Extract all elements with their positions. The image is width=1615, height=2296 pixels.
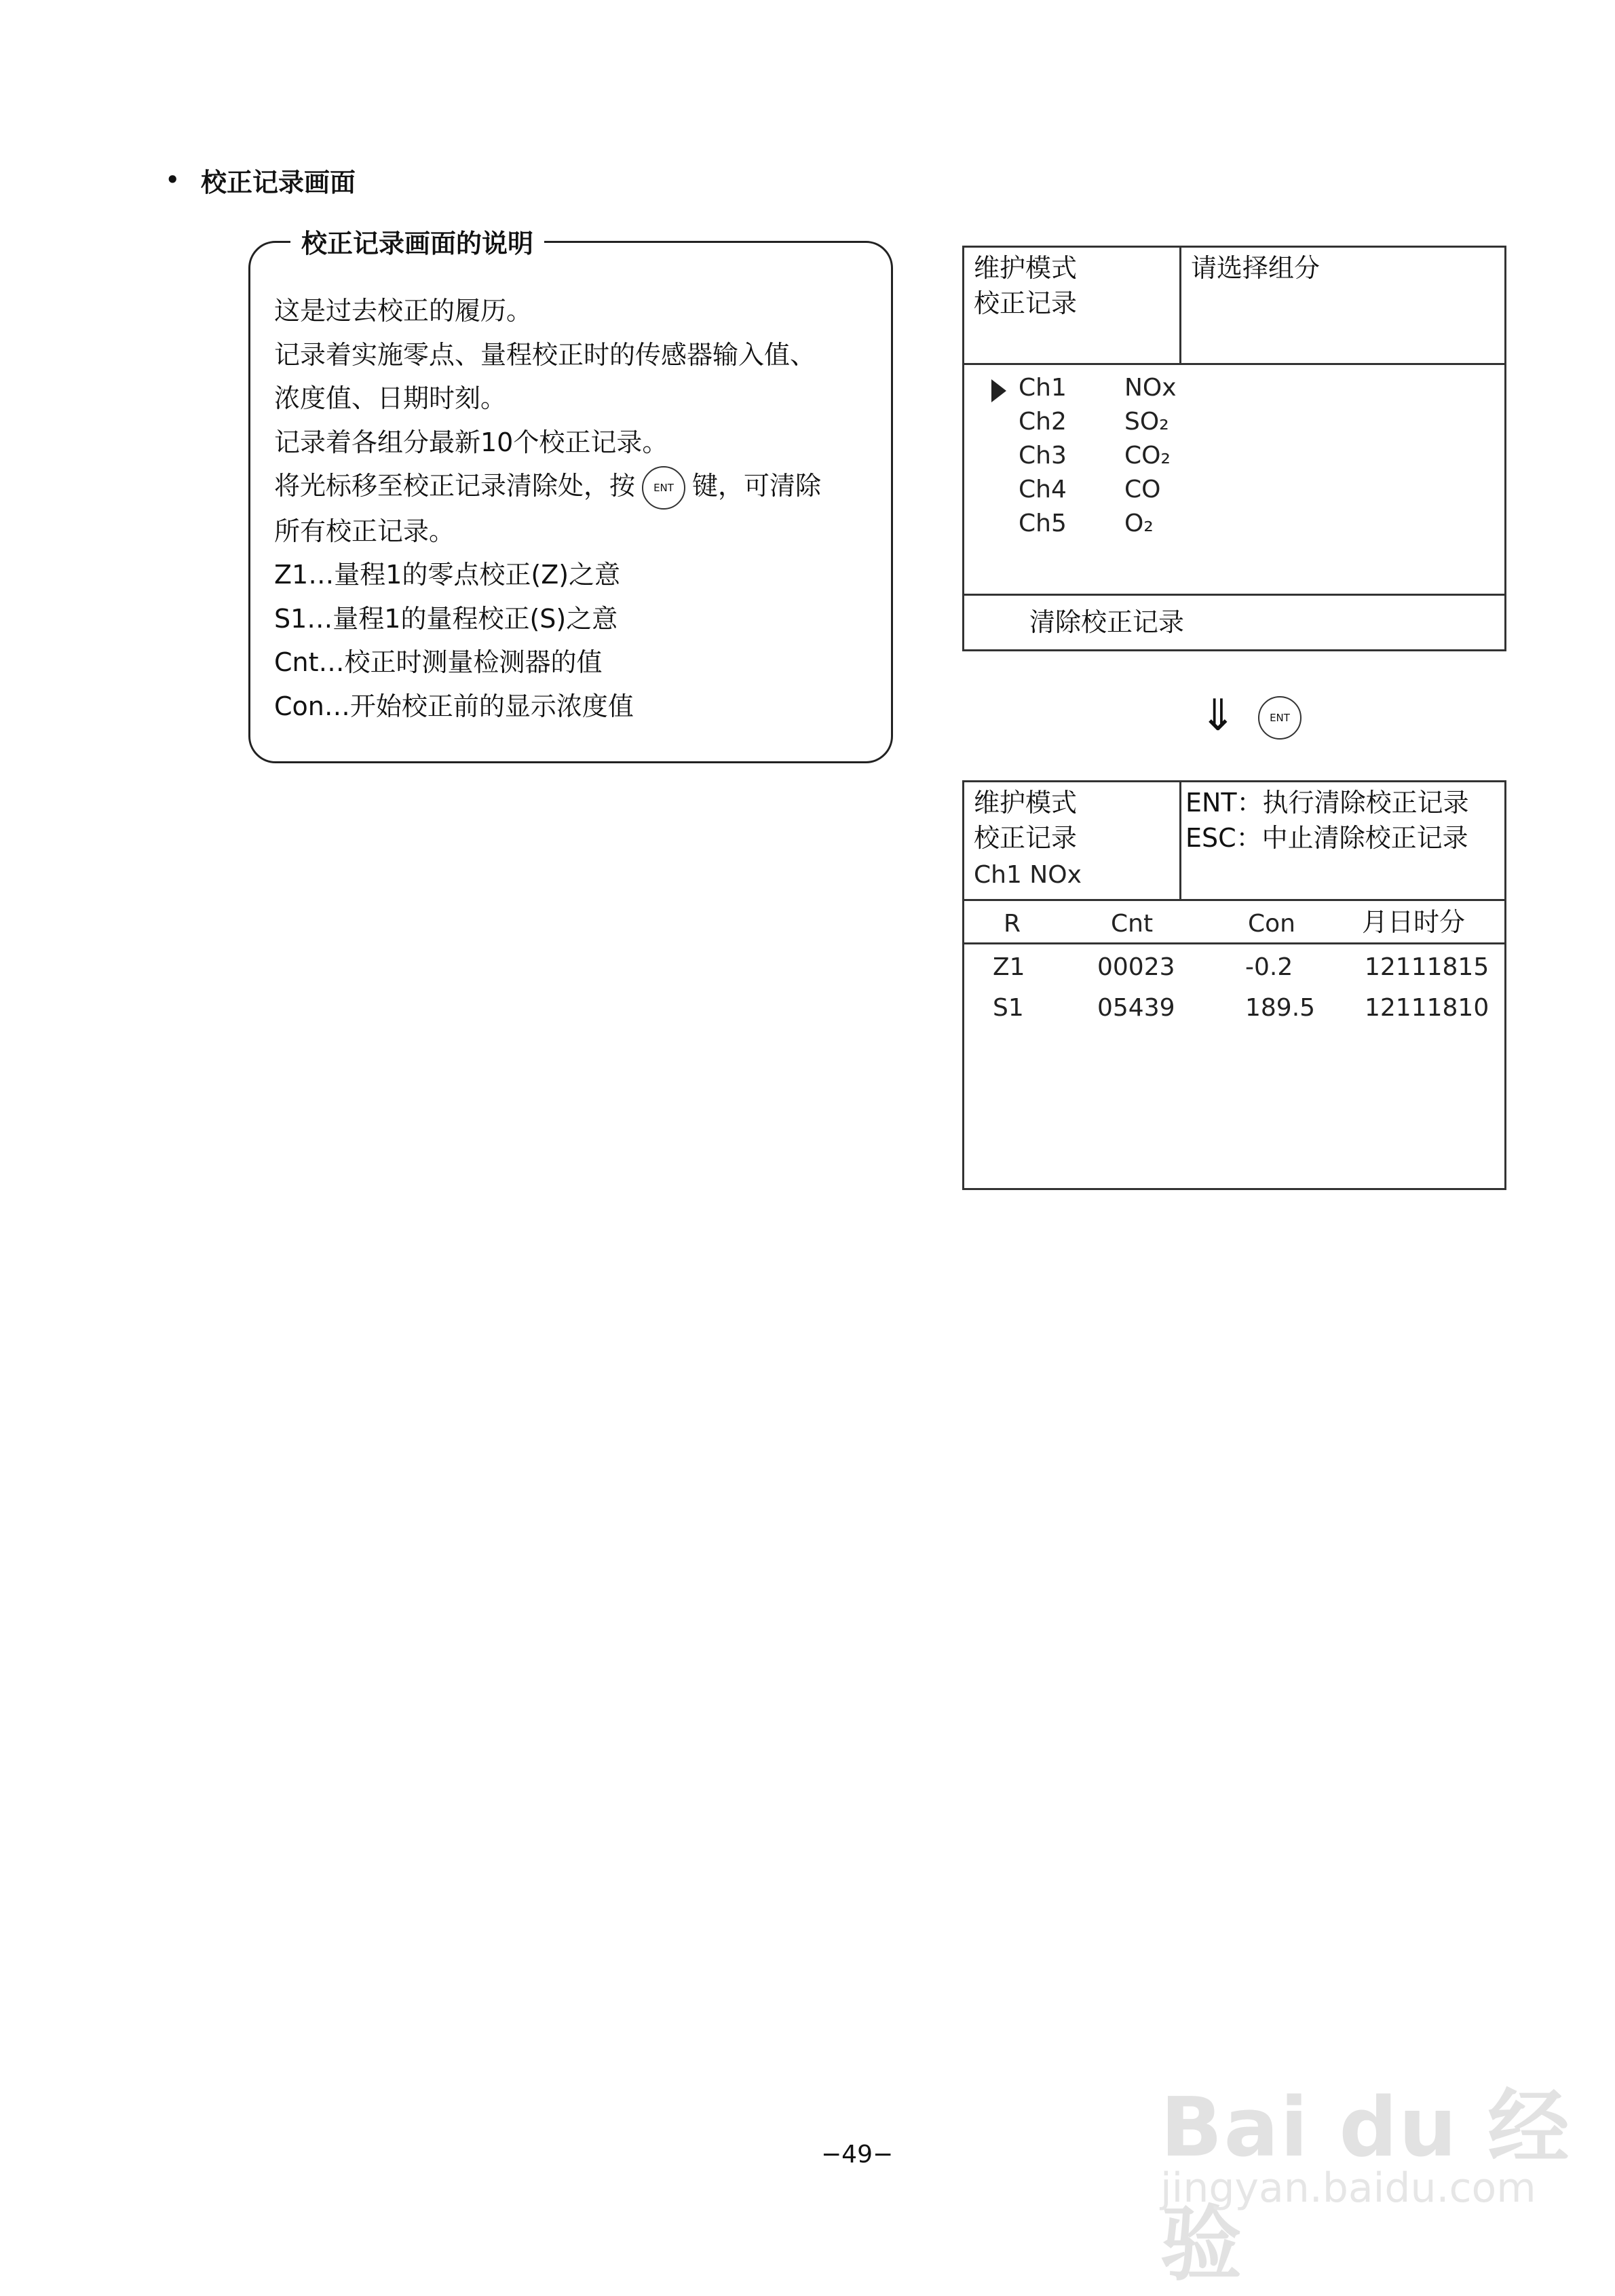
description-text [274,289,871,728]
screen-channel-label: Ch1 NOx [974,861,1082,889]
description-line: 记录着各组分最新10个校正记录。 [274,427,668,457]
column-header-cnt: Cnt [1111,910,1154,938]
channel-gas: CO₂ [1124,442,1171,470]
page-number: −49− [821,2141,894,2168]
screen-divider [964,363,1504,365]
lcd-screen-select-component [962,246,1506,651]
column-header-datetime: 月日时分 [1362,907,1466,937]
column-header-con: Con [1248,910,1295,938]
channel-row-ch3[interactable]: Ch3 [1019,442,1067,470]
channel-row-ch5[interactable]: Ch5 [1019,510,1067,537]
screen-divider [964,594,1504,596]
screen-divider [964,899,1504,901]
ent-key-icon: ENT [1258,696,1302,740]
channel-gas: NOx [1124,374,1177,402]
ent-action-message: ENT：执行清除校正记录 [1185,788,1469,818]
channel-gas: O₂ [1124,510,1154,537]
record-cnt: 05439 [1097,994,1175,1022]
esc-action-message: ESC：中止清除校正记录 [1185,823,1468,853]
description-title: 校正记录画面的说明 [290,223,544,260]
screen-submode-label: 校正记录 [974,823,1078,853]
description-line-part: 键，可清除 [692,471,822,501]
lcd-screen-calibration-records [962,780,1506,1190]
screen-mode-label: 维护模式 [974,788,1078,818]
record-datetime: 12111815 [1365,953,1489,981]
down-arrow-icon: ⇓ [1200,691,1236,741]
record-con: 189.5 [1245,994,1316,1022]
description-line-with-key [274,464,871,510]
record-r: Z1 [993,953,1025,981]
description-line-part: 将光标移至校正记录清除处，按 [274,471,636,501]
section-bullet: • [166,167,180,193]
description-line: 记录着实施零点、量程校正时的传感器输入值、 [274,339,816,370]
channel-row-ch4[interactable]: Ch4 [1019,476,1067,503]
description-line: 这是过去校正的履历。 [274,296,533,326]
description-line: Con…开始校正前的显示浓度值 [274,691,634,721]
watermark-brand: Bai du 经验 [1160,2081,1571,2292]
description-line: Cnt…校正时测量检测器的值 [274,647,603,677]
description-line: 所有校正记录。 [274,516,455,546]
clear-records-option[interactable]: 清除校正记录 [1029,607,1185,637]
channel-gas: CO [1124,476,1161,503]
channel-row-ch2[interactable]: Ch2 [1019,408,1067,436]
column-header-r: R [1004,910,1021,938]
screen-mode-label: 维护模式 [974,253,1078,283]
screen-divider [964,942,1504,944]
record-con: -0.2 [1245,953,1293,981]
channel-row-ch1[interactable]: Ch1 [1019,374,1067,402]
screen-prompt: 请选择组分 [1191,253,1320,283]
section-title: 校正记录画面 [201,168,356,197]
cursor-icon [991,379,1006,402]
ent-key-icon: ENT [642,466,685,510]
watermark-url: jingyan.baidu.com [1160,2164,1536,2212]
description-line: 浓度值、日期时刻。 [274,383,507,413]
description-line: Z1…量程1的零点校正(Z)之意 [274,560,621,590]
record-datetime: 12111810 [1365,994,1489,1022]
screen-submode-label: 校正记录 [974,288,1078,318]
channel-gas: SO₂ [1124,408,1169,436]
description-line: S1…量程1的量程校正(S)之意 [274,603,618,634]
record-r: S1 [993,994,1024,1022]
record-cnt: 00023 [1097,953,1175,981]
